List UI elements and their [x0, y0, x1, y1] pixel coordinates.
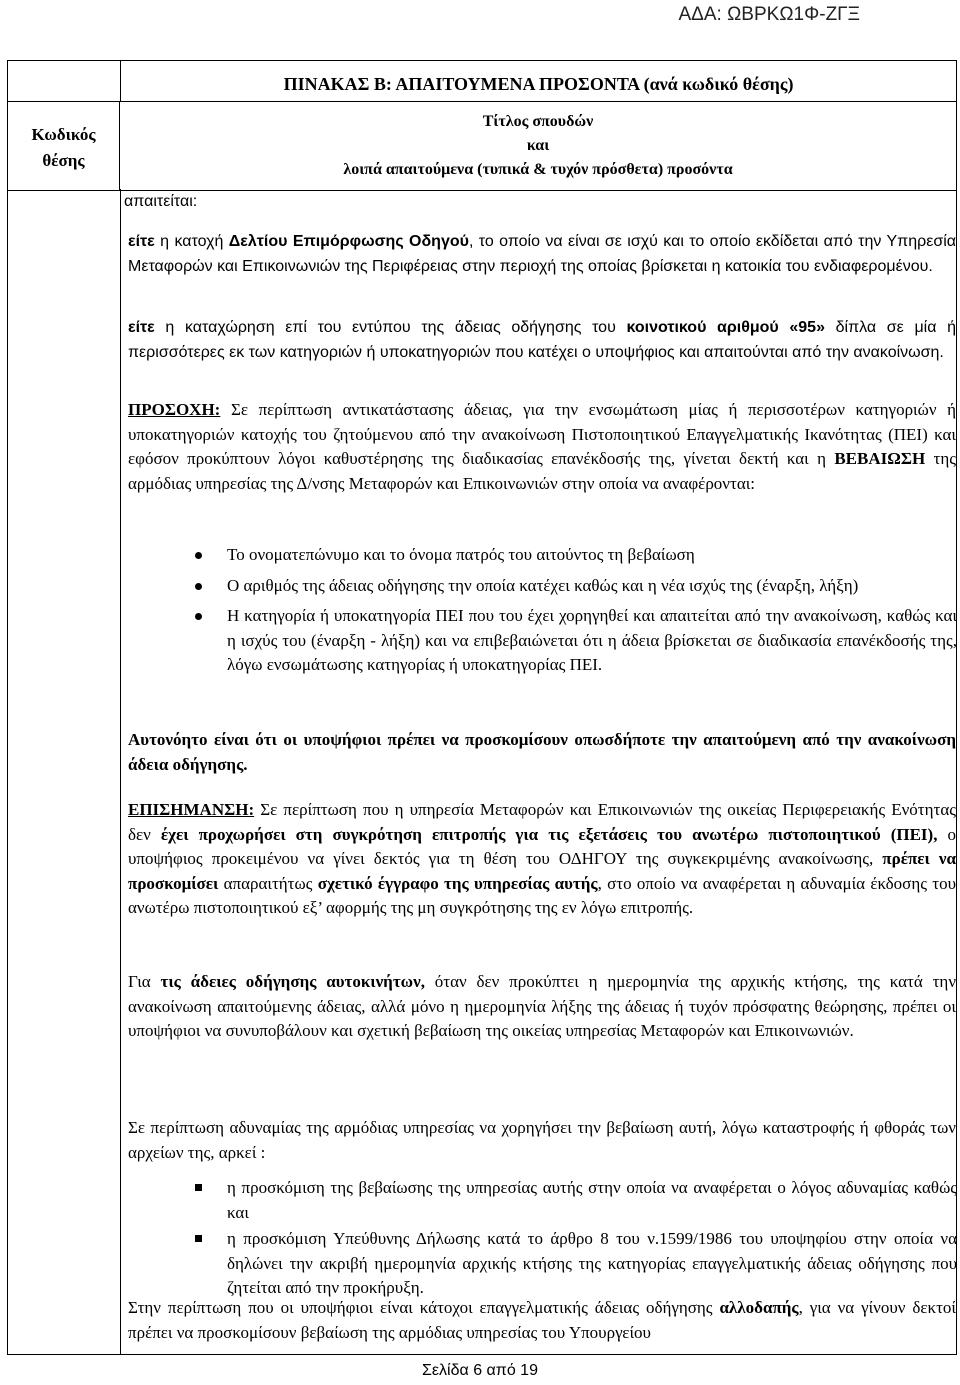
note-bold-2: πρέπει να προσκομίσει — [128, 849, 956, 893]
qual-header-line3: λοιπά απαιτούμενα (τυπικά & τυχόν πρόσθετα) προσόντα — [343, 161, 733, 178]
bullet-icon — [195, 583, 202, 590]
list-item — [197, 1176, 957, 1225]
paragraph-either-1 — [128, 230, 956, 279]
attention-text-a: Σε περίπτωση αντικατάστασης άδειας, για την ενσωμάτωση μίας ή περισσοτέρων κατηγοριών ή υποκατηγοριών κατοχής του ζητούμενου από την ανακοίνωση Πιστοποιητικού Επαγγελματικής Ικανότητας (ΠΕΙ) και εφόσον προκύπτουν λόγοι καθυστέρησης της διαδικασίας επανέκδοσής της, γίνεται δεκτή και η — [128, 400, 956, 468]
obvious-note: Αυτονόητο είναι ότι οι υποψήφιοι πρέπει να προσκομίσουν οπωσδήποτε την απαιτούμενη από την ανακοίνωση άδεια οδήγησης. — [128, 730, 956, 774]
bullet-text: η προσκόμιση της βεβαίωσης της υπηρεσίας αυτής στην οποία να αναφέρεται ο λόγος αδυναμίας καθώς και — [227, 1178, 957, 1222]
attention-text-b: της αρμόδιας υπηρεσίας της Δ/νσης Μεταφορών και Επικοινωνιών στην οποία να αναφέρονται: — [128, 449, 956, 493]
note-label: ΕΠΙΣΗΜΑΝΣΗ: — [128, 800, 255, 819]
bullet-text: Η κατηγορία ή υποκατηγορία ΠΕΙ που του έχει χορηγηθεί και απαιτείται από την ανακοίνωση, καθώς και η ισχύς του (έναρξη - λήξη) και να επιβεβαιώνεται ότι η άδεια βρίσκεται σε διαδικασία επανέκδοσής της, λόγω ενσωμάτωσης κατηγορίας ή υποκατηγορίας ΠΕΙ. — [227, 606, 957, 674]
paragraph-cars — [128, 970, 956, 1044]
list-item — [197, 543, 957, 568]
note-text-d: , στο οποίο να αναφέρεται η αδυναμία έκδοσης του ανωτέρω πιστοποιητικού εξ’ αφορμής της μη συγκρότησης της εν λόγω επιτροπής. — [128, 873, 956, 917]
table-title: ΠΙΝΑΚΑΣ Β: ΑΠΑΙΤΟΥΜΕΝΑ ΠΡΟΣΟΝΤΑ (ανά κωδικό θέσης) — [283, 74, 794, 94]
p2-text-a: η καταχώρηση επί του εντύπου της άδειας οδήγησης του — [154, 319, 627, 336]
p1-text-b: , το οποίο να είναι σε ισχύ και το οποίο εκδίδεται από την Υπηρεσία Μεταφορών και Επικοινωνιών της Περιφέρειας στην περιοχή της οποίας βρίσκεται η κατοικία του ενδιαφερομένου. — [128, 233, 957, 275]
paragraph-either-2 — [128, 316, 956, 365]
inability-bullet-list — [197, 1176, 957, 1301]
column-header-qualifications — [120, 102, 956, 190]
either-label-1: είτε — [128, 233, 155, 250]
code-header-line1: Κωδικός — [31, 125, 96, 144]
bullet-icon — [195, 613, 202, 620]
cars-text-a: Για — [128, 972, 161, 991]
attention-label: ΠΡΟΣΟΧΗ: — [128, 400, 221, 419]
column-header-code — [8, 102, 120, 190]
paragraph-attention — [128, 398, 956, 496]
cars-text-b: όταν δεν προκύπτει η ημερομηνία της αρχικής κτήσης, της κατά την ανακοίνωση απαιτούμενης άδειας, αλλά μόνο η ημερομηνία λήξης της άδειας ή τυχόν πρόσφατης θεώρησης, πρέπει οι υποψήφιοι να συνυποβάλουν και σχετική βεβαίωση της οικείας υπηρεσίας Μεταφορών και Επικοινωνιών. — [128, 972, 957, 1040]
note-text-b: ο υποψήφιος προκειμένου να γίνει δεκτός για τη θέση του ΟΔΗΓΟΥ της συγκεκριμένης ανακοίνωσης, — [128, 824, 957, 868]
bullet-icon — [195, 552, 202, 559]
list-item — [197, 574, 957, 599]
p2-text-b: δίπλα σε μία ή περισσότερες εκ των κατηγοριών ή υποκατηγοριών που κατέχει ο υποψήφιος και απαιτούνται από την ανακοίνωση. — [128, 319, 957, 361]
attention-bold: ΒΕΒΑΙΩΣΗ — [834, 449, 926, 468]
qual-header-line2: και — [526, 137, 550, 154]
square-bullet-icon — [195, 1184, 202, 1191]
p2-bold: κοινοτικού αριθμού «95» — [626, 319, 825, 336]
bullet-text: Ο αριθμός της άδειας οδήγησης την οποία κατέχει καθώς και η νέα ισχύς της (έναρξη, λήξη) — [227, 575, 859, 595]
p1-bold: Δελτίου Επιμόρφωσης Οδηγού — [228, 233, 469, 250]
note-bold-3: σχετικό έγγραφο της υπηρεσίας αυτής — [317, 873, 598, 893]
table-title-row — [8, 61, 956, 102]
qual-header-line1: Τίτλος σπουδών — [482, 113, 594, 130]
either-label-2: είτε — [128, 319, 155, 336]
list-item — [197, 1227, 957, 1301]
page-number: Σελίδα 6 από 19 — [422, 1362, 538, 1379]
paragraph-foreign — [128, 1296, 956, 1345]
paragraph-inability: Σε περίπτωση αδυναμίας της αρμόδιας υπηρεσίας να χορηγήσει την βεβαίωση αυτή, λόγω καταστροφής ή φθοράς των αρχείων της, αρκεί : — [128, 1118, 956, 1162]
attention-bullet-list — [197, 543, 957, 678]
bullet-text: η προσκόμιση Υπεύθυνης Δήλωσης κατά το άρθρο 8 του ν.1599/1986 του υποψηφίου στην οποία να δηλώνει την ακριβή ημερομηνία αρχικής κτήσης της κατηγορίας επαγγελματικής άδειας οδήγησης που ζητείται από την προκήρυξη. — [227, 1229, 957, 1297]
note-text-c: απαραιτήτως — [218, 873, 318, 893]
cars-bold: τις άδειες οδήγησης αυτοκινήτων, — [160, 972, 425, 991]
list-item — [197, 604, 957, 678]
note-bold-1: έχει προχωρήσει στη συγκρότηση επιτροπής για τις εξετάσεις του ανωτέρω πιστοποιητικού (ΠΕΙ), — [160, 824, 938, 844]
column-divider — [120, 189, 121, 1354]
title-left-cell — [8, 61, 121, 101]
foreign-text-b: , για να γίνουν δεκτοί πρέπει να προσκομίσουν βεβαίωση της αρμόδιας υπηρεσίας του Υπουργείου — [128, 1298, 956, 1342]
square-bullet-icon — [195, 1235, 202, 1242]
paragraph-note — [128, 798, 956, 921]
p1-text-a: η κατοχή — [154, 233, 229, 250]
foreign-bold: αλλοδαπής — [719, 1298, 799, 1317]
bullet-text: Το ονοματεπώνυμο και το όνομα πατρός του αιτούντος τη βεβαίωση — [227, 545, 695, 564]
code-header-line2: θέσης — [42, 151, 85, 170]
foreign-text-a: Στην περίπτωση που οι υποψήφιοι είναι κάτοχοι επαγγελματικής άδειας οδήγησης — [128, 1298, 720, 1317]
requires-label: απαιτείται: — [124, 193, 198, 210]
table-header-row — [8, 102, 956, 191]
note-text-a: Σε περίπτωση που η υπηρεσία Μεταφορών και Επικοινωνιών της οικείας Περιφερειακής Ενότητας δεν — [128, 800, 956, 844]
ada-code: ΑΔΑ: ΩΒΡΚΩ1Φ-ΖΓΞ — [678, 4, 860, 25]
